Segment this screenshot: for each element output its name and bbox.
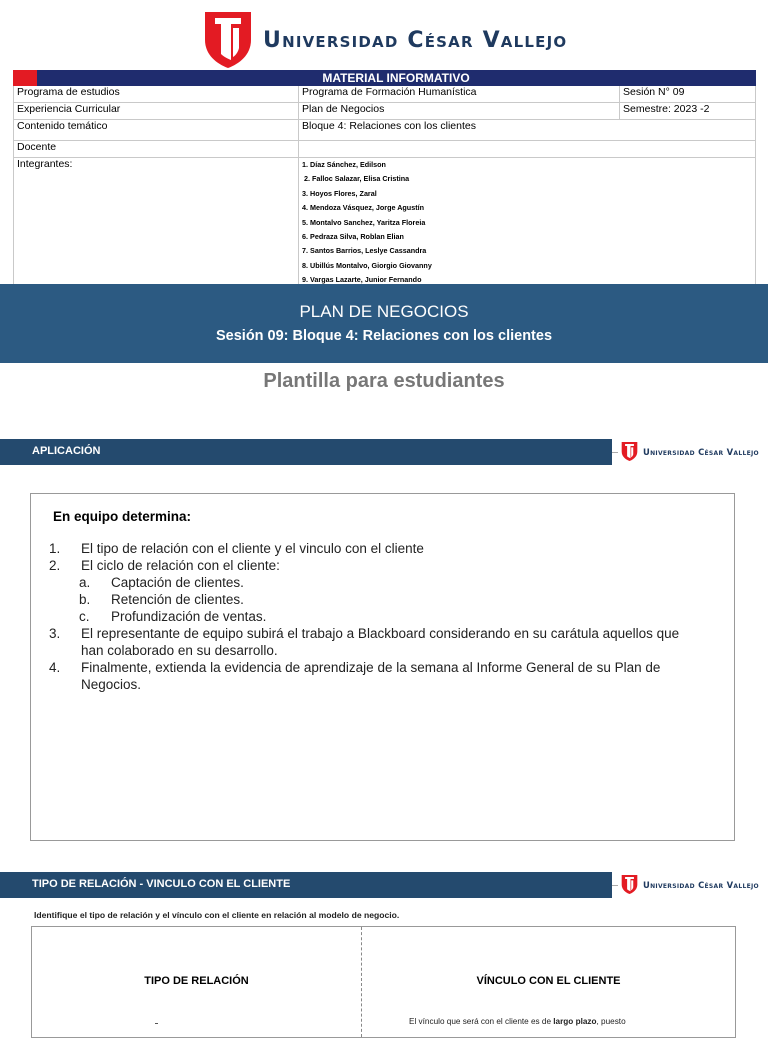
item-text: Captación de clientes. [111,575,244,590]
university-name: Universidad César Vallejo [263,27,568,53]
item-text: Profundización de ventas. [111,609,267,624]
info-value: Plan de Negocios [299,103,620,120]
desc-bold-text: largo plazo [553,1017,597,1026]
template-label: Plantilla para estudiantes [263,370,505,392]
info-label: Contenido temático [14,120,299,141]
info-value: Programa de Formación Humanística [299,86,620,103]
item-number: 2. [49,558,61,573]
item-number: 1. [49,541,61,556]
column-heading-vinculo: VÍNCULO CON EL CLIENTE [476,975,621,987]
activity-list [45,540,705,693]
university-name: Universidad César Vallejo [643,879,759,890]
info-label: Docente [14,141,299,158]
column-heading-tipo-relacion: TIPO DE RELACIÓN [144,975,249,987]
shield-logo-icon [621,441,638,462]
section-bar-tipo-relacion [0,872,612,898]
list-item [45,540,705,557]
member-item: 8. Ubillús Montalvo, Giorgio Giovanny [302,260,432,270]
list-item [45,625,705,659]
desc-text: El vínculo que será con el cliente es de [409,1017,554,1026]
member-item: 3. Hoyos Flores, Zaral [302,188,377,198]
item-text: El representante de equipo subirá el trabajo a Blackboard considerando en su carátula aquellos que han colaborado en su desarrollo. [81,626,680,658]
list-subitem [45,574,705,591]
members-label: Integrantes: [14,158,299,289]
item-number: 4. [49,660,61,675]
divider [612,885,618,886]
member-item: 6. Pedraza Silva, Roblan Elian [302,232,404,242]
item-letter: b. [79,592,91,607]
desc-text-end: , puesto [596,1017,626,1026]
member-item: 2. Falloc Salazar, Elisa Cristina [302,174,410,184]
shield-logo-icon [203,10,253,70]
member-item: 9. Vargas Lazarte, Junior Fernando [302,275,422,285]
item-text: Retención de clientes. [111,592,244,607]
university-name: Universidad César Vallejo [643,446,759,457]
shield-logo-icon [621,874,638,895]
university-logo [203,10,567,70]
title-banner [0,284,768,363]
members-list [299,158,756,289]
info-extra: Sesión N° 09 [620,86,756,103]
info-value [299,141,756,158]
section-heading: APLICACIÓN [32,445,101,457]
info-label: Programa de estudios [14,86,299,103]
section-bar-aplicacion [0,439,612,465]
mini-university-logo [621,874,759,895]
banner-title: PLAN DE NEGOCIOS [299,302,469,321]
list-subitem [45,591,705,608]
info-table-title: MATERIAL INFORMATIVO [37,71,756,86]
info-extra: Semestre: 2023 -2 [620,103,756,120]
mini-university-logo [621,441,759,462]
item-letter: c. [79,609,90,624]
member-item: 1. Díaz Sánchez, Edilson [302,160,386,169]
section-heading: TIPO DE RELACIÓN - VINCULO CON EL CLIENTE [32,878,291,890]
member-item: 4. Mendoza Vásquez, Jorge Agustín [302,203,424,213]
list-item [45,659,705,693]
item-text: Finalmente, extienda la evidencia de aprendizaje de la semana al Informe General de su Plan de Negocios. [81,660,661,692]
item-text: El tipo de relación con el cliente y el vinculo con el cliente [81,541,424,556]
member-item: 7. Santos Barrios, Leslye Cassandra [302,246,427,256]
instruction-text: Identifique el tipo de relación y el vínculo con el cliente en relación al modelo de negocio. [34,910,400,920]
vinculo-description [409,1017,626,1026]
list-subitem [45,608,705,625]
activity-lead: En equipo determina: [53,509,192,524]
relation-box [31,926,736,1038]
item-letter: a. [79,575,91,590]
list-item [45,557,705,574]
info-label: Experiencia Curricular [14,103,299,120]
item-number: 3. [49,626,61,641]
banner-subtitle: Sesión 09: Bloque 4: Relaciones con los clientes [215,328,553,344]
item-text: El ciclo de relación con el cliente: [81,558,280,573]
info-value: Bloque 4: Relaciones con los clientes [299,120,756,141]
divider [612,452,618,453]
red-marker [14,71,37,86]
info-table [13,70,756,289]
member-item: 5. Montalvo Sanchez, Yaritza Floreia [302,217,426,227]
activity-box [30,493,735,841]
